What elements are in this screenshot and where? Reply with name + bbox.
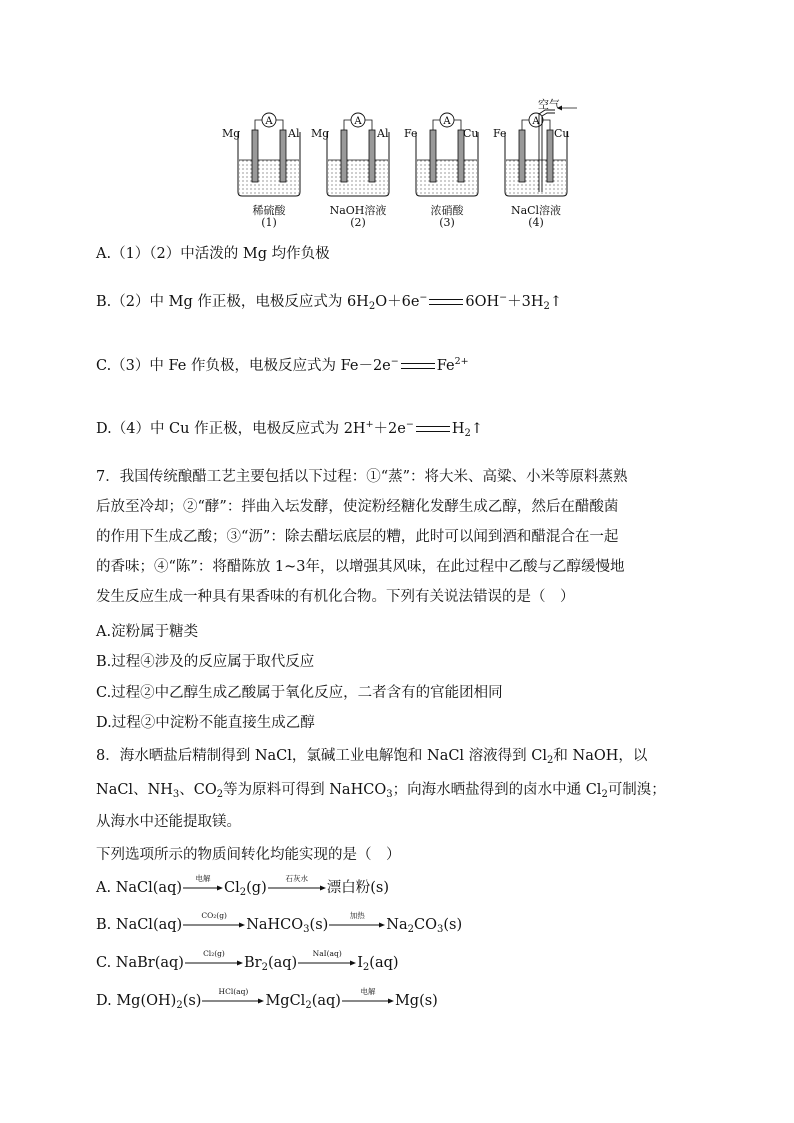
cell-1-left-electrode: Mg bbox=[222, 127, 241, 140]
q8-option-a: A. NaCl(aq) 电解 $Cl_2(g)$ 石灰水 漂白粉(s) bbox=[96, 874, 389, 898]
q7-stem-line-2: 后放至冷却；②“酵”：拌曲入坛发酵，使淀粉经糖化发酵生成乙醇，然后在醋酸菌 bbox=[96, 499, 619, 515]
q8-b-species-3-part: CO bbox=[414, 917, 437, 933]
q7-option-b: B.过程④涉及的反应属于取代反应 bbox=[96, 654, 315, 670]
arrow-condition: NaI(aq) bbox=[312, 949, 342, 958]
q6-option-d bbox=[96, 415, 483, 444]
q8-stem-line-4: 下列选项所示的物质间转化均能实现的是（ ） bbox=[96, 847, 401, 863]
q8-d-species-1-state: (s) bbox=[182, 993, 202, 1009]
ammeter-1-label: A bbox=[265, 116, 273, 127]
q8-a-species-2: Cl bbox=[224, 880, 240, 896]
q7-option-d: D.过程②中淀粉不能直接生成乙醇 bbox=[96, 715, 315, 731]
q8-b-species-2-state: (s) bbox=[309, 917, 329, 933]
air-label: 空气 bbox=[538, 98, 560, 111]
q8-d-species-3: Mg(s) bbox=[394, 993, 438, 1009]
arrow-condition: 石灰水 bbox=[285, 874, 308, 883]
cell-1-solution: 稀硫酸 bbox=[252, 204, 286, 217]
q8-line2-part-e: 可制溴； bbox=[607, 782, 666, 798]
q8-a-species-1: NaCl(aq) bbox=[115, 880, 183, 896]
reaction-arrow bbox=[298, 949, 356, 967]
arrow-condition: 电解 bbox=[195, 874, 211, 883]
q8-option-b-letter: B. bbox=[96, 917, 112, 933]
q7-stem-line-5: 发生反应生成一种具有果香味的有机化合物。下列有关说法错误的是（ ） bbox=[96, 589, 575, 605]
q8-line2-part-c: 等为原料可得到 NaHCO bbox=[223, 782, 387, 798]
arrow-condition: CO₂(g) bbox=[201, 911, 227, 920]
q6-option-c-text: C.（3）中 Fe 作负极，电极反应式为 bbox=[96, 358, 336, 374]
arrow-condition: 电解 bbox=[360, 987, 376, 996]
q8-line1-part-b: 和 NaOH，以 bbox=[553, 748, 648, 764]
cell-3-solution: 浓硝酸 bbox=[430, 204, 464, 217]
q8-option-b: B. NaCl(aq) CO₂(g) NaHCO$_3$(s) 加热 $Na_2CO_3(s)$ bbox=[96, 911, 463, 935]
cell-4-right-electrode: Cu bbox=[554, 127, 570, 140]
cell-4-left-electrode: Fe bbox=[493, 127, 507, 140]
ammeter-2-label: A bbox=[354, 116, 362, 127]
arrow-condition: 加热 bbox=[349, 911, 365, 920]
q8-d-species-1: Mg(OH) bbox=[116, 993, 177, 1009]
cell-3-number: (3) bbox=[439, 216, 455, 229]
q8-b-species-2: NaHCO bbox=[246, 917, 304, 933]
reaction-arrow bbox=[202, 987, 264, 1005]
q8-c-species-3: I bbox=[357, 955, 363, 971]
cells-drawing bbox=[220, 92, 580, 202]
q8-option-c: C. NaBr(aq) Cl₂(g) $Br_2(aq)$ NaI(aq) $I_2(aq)$ bbox=[96, 949, 399, 973]
cell-1-right-electrode: Al bbox=[288, 127, 300, 140]
q8-a-species-2-state: (g) bbox=[246, 880, 267, 896]
q8-b-species-1: NaCl(aq) bbox=[115, 917, 183, 933]
cell-1-number: (1) bbox=[261, 216, 277, 229]
q6-option-b-equation: $6H_2O+6e^-$ $6OH^-+3H_2↑$ bbox=[346, 292, 563, 312]
reaction-arrow bbox=[183, 911, 245, 929]
q8-line2-part-a: NaCl、NH bbox=[96, 782, 173, 798]
reaction-arrow bbox=[183, 874, 223, 892]
cell-2-solution: NaOH溶液 bbox=[329, 204, 387, 217]
cell-2-right-electrode: Al bbox=[377, 127, 389, 140]
q6-option-a: A.（1）（2）中活泼的 Mg 均作负极 bbox=[96, 246, 330, 262]
q8-b-species-3-state: (s) bbox=[443, 917, 463, 933]
q8-line2-part-b: 、CO bbox=[179, 782, 217, 798]
ammeter-3-label: A bbox=[443, 116, 451, 127]
q6-option-b-text: B.（2）中 Mg 作正极，电极反应式为 bbox=[96, 294, 343, 310]
q7-option-a: A.淀粉属于糖类 bbox=[96, 624, 199, 640]
cell-4 bbox=[505, 106, 577, 197]
cell-2-number: (2) bbox=[350, 216, 366, 229]
q8-b-species-3: Na bbox=[386, 917, 408, 933]
q8-stem-line-3: 从海水中还能提取镁。 bbox=[96, 814, 241, 830]
q6-option-d-text: D.（4）中 Cu 作正极，电极反应式为 bbox=[96, 421, 340, 437]
q8-stem-line-2: NaCl、$NH_3$、$CO_2$等为原料可得到 NaHCO$_3$；向海水晒盐得到的卤水中通 $Cl_2$可制溴； bbox=[96, 782, 666, 800]
q8-a-species-3: 漂白粉(s) bbox=[326, 880, 389, 896]
q6-option-b bbox=[96, 288, 562, 317]
q8-c-species-1: NaBr(aq) bbox=[115, 955, 184, 971]
q8-c-species-3-state: (aq) bbox=[369, 955, 399, 971]
reaction-arrow bbox=[268, 874, 326, 892]
q6-option-d-equation: 2H+＋2e− $H_2↑$ bbox=[343, 419, 484, 439]
q8-d-species-2: MgCl bbox=[265, 993, 306, 1009]
q8-c-species-2: Br bbox=[243, 955, 262, 971]
arrow-condition: Cl₂(g) bbox=[203, 949, 225, 958]
q8-option-d: D. $Mg(OH)_2(s)$ HCl(aq) MgCl$_2$(aq) 电解 Mg(s) bbox=[96, 987, 438, 1011]
q6-option-c bbox=[96, 352, 469, 376]
arrow-condition: HCl(aq) bbox=[218, 987, 249, 996]
cell-3-left-electrode: Fe bbox=[404, 127, 418, 140]
reaction-arrow bbox=[329, 911, 385, 929]
q8-stem-line-1: 8．海水晒盐后精制得到 NaCl，氯碱工业电解饱和 NaCl 溶液得到 $Cl_2$和 NaOH，以 bbox=[96, 748, 648, 766]
q7-stem-line-4: 的香味；④“陈”：将醋陈放 1~3年，以增强其风味，在此过程中乙酸与乙醇缓慢地 bbox=[96, 559, 625, 575]
ammeter-4-label: A bbox=[532, 116, 540, 127]
q6-option-c-equation: Fe－2e− $Fe^{2+}$ bbox=[340, 356, 469, 374]
q8-c-species-2-state: (aq) bbox=[267, 955, 298, 971]
reaction-arrow bbox=[342, 987, 394, 1005]
q8-option-d-letter: D. bbox=[96, 993, 112, 1009]
q8-option-c-letter: C. bbox=[96, 955, 112, 971]
q7-option-c: C.过程②中乙醇生成乙酸属于氧化反应，二者含有的官能团相同 bbox=[96, 685, 503, 701]
cell-3-right-electrode: Cu bbox=[463, 127, 479, 140]
q8-line2-part-d: ；向海水晒盐得到的卤水中通 Cl bbox=[392, 782, 602, 798]
cell-2-left-electrode: Mg bbox=[311, 127, 330, 140]
cell-4-number: (4) bbox=[528, 216, 544, 229]
electrochemical-cells-figure bbox=[220, 92, 580, 232]
q8-d-species-2-state: (aq) bbox=[311, 993, 341, 1009]
q8-line1-part-a: 8．海水晒盐后精制得到 NaCl，氯碱工业电解饱和 NaCl 溶液得到 Cl bbox=[96, 748, 548, 764]
q7-stem-line-1: 7．我国传统酿醋工艺主要包括以下过程：①“蒸”：将大米、高粱、小米等原料蒸熟 bbox=[96, 469, 628, 485]
reaction-arrow bbox=[185, 949, 243, 967]
q7-stem-line-3: 的作用下生成乙酸；③“沥”：除去醋坛底层的糟，此时可以闻到酒和醋混合在一起 bbox=[96, 529, 619, 545]
cell-4-solution: NaCl溶液 bbox=[510, 204, 562, 217]
q8-option-a-letter: A. bbox=[96, 880, 112, 896]
